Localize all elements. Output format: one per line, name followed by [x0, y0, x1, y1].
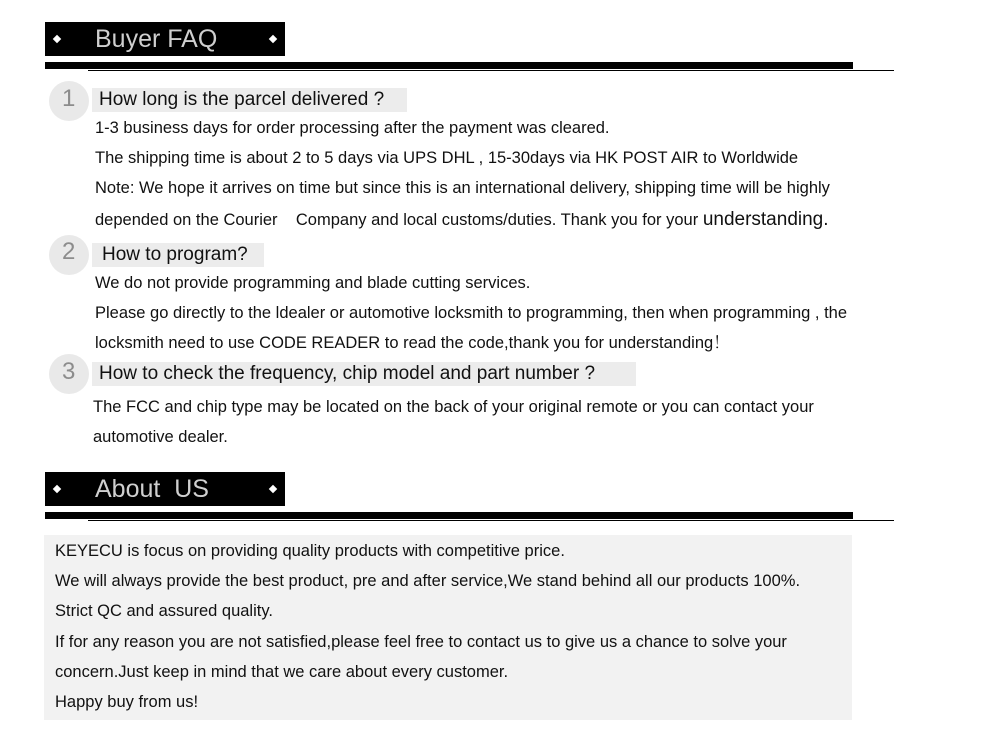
answer-line: [95, 210, 829, 230]
diamond-icon: [53, 485, 61, 493]
question-title: How long is the parcel delivered ?: [99, 89, 385, 110]
question-number: 3: [62, 358, 76, 385]
diamond-icon: [269, 485, 277, 493]
answer-line: The shipping time is about 2 to 5 days via UPS DHL , 15-30days via HK POST AIR to Worldwide: [95, 149, 799, 167]
faq-header: [45, 22, 285, 56]
about-line: concern.Just keep in mind that we care about every customer.: [55, 663, 509, 681]
faq-header-title: Buyer FAQ: [95, 25, 218, 53]
question-number: 2: [62, 238, 76, 265]
answer-line: The FCC and chip type may be located on the back of your original remote or you can contact your: [93, 398, 814, 416]
about-line: Strict QC and assured quality.: [55, 602, 273, 620]
answer-line: Note: We hope it arrives on time but since this is an international delivery, shipping time will be highly: [95, 179, 830, 197]
about-line: Happy buy from us!: [55, 693, 199, 711]
about-header-title: About US: [95, 475, 209, 503]
answer-line: We do not provide programming and blade cutting services.: [95, 274, 531, 292]
question-title: How to check the frequency, chip model and part number ?: [99, 363, 596, 384]
diamond-icon: [53, 35, 61, 43]
answer-line: 1-3 business days for order processing after the payment was cleared.: [95, 119, 610, 137]
question-number: 1: [62, 85, 76, 112]
about-line: KEYECU is focus on providing quality products with competitive price.: [55, 542, 565, 560]
faq-divider-thick: [45, 62, 853, 69]
question-title: How to program?: [102, 244, 248, 265]
about-line: If for any reason you are not satisfied,please feel free to contact us to give us a chance to solve your: [55, 633, 787, 651]
answer-line-text: depended on the Courier Company and local customs/duties. Thank you for your: [95, 211, 699, 229]
answer-line: Please go directly to the ldealer or automotive locksmith to programming, then when programming , the: [95, 304, 848, 322]
answer-line-emphasis: understanding.: [702, 209, 829, 230]
answer-line: automotive dealer.: [93, 428, 228, 446]
diamond-icon: [269, 35, 277, 43]
about-divider-thick: [45, 512, 853, 519]
answer-line: locksmith need to use CODE READER to read the code,thank you for understanding！: [95, 334, 730, 352]
about-header: [45, 472, 285, 506]
about-line: We will always provide the best product, pre and after service,We stand behind all our products 100%.: [55, 572, 801, 590]
about-divider-thin: [88, 520, 894, 521]
faq-divider-thin: [88, 70, 894, 71]
